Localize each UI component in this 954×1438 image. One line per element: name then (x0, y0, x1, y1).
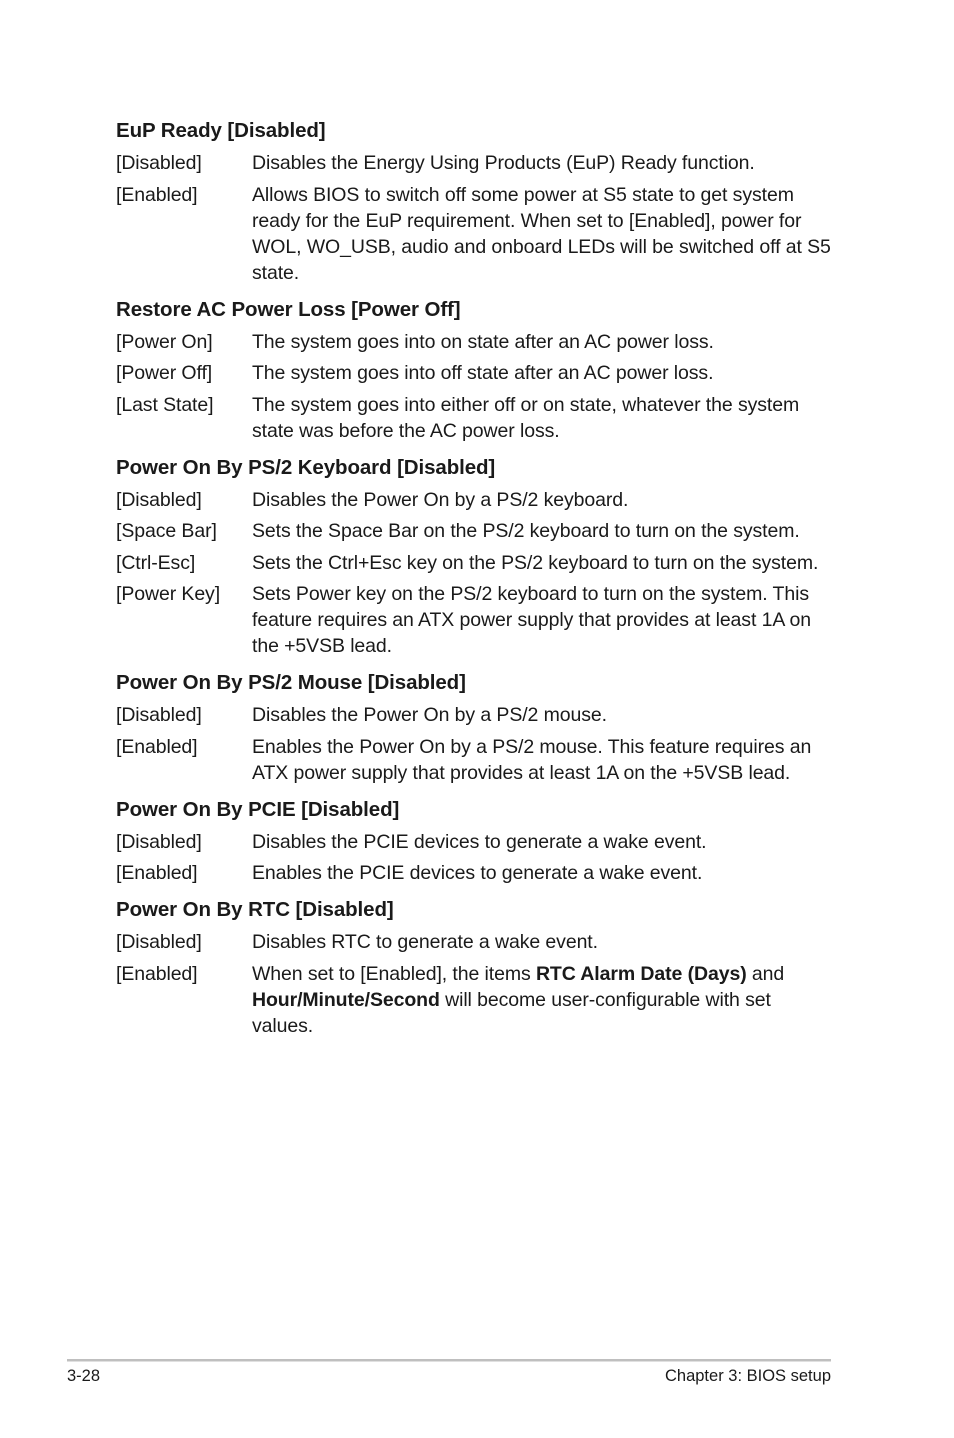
option-description: The system goes into on state after an AC power loss. (252, 330, 714, 353)
option-row (116, 392, 836, 444)
section-title: Power On By PS/2 Mouse [Disabled] (116, 671, 466, 694)
option-description: Disables the Power On by a PS/2 mouse. (252, 704, 607, 726)
section-title: Restore AC Power Loss [Power Off] (116, 297, 461, 321)
option-description: Sets the Ctrl+Esc key on the PS/2 keyboard to turn on the system. (252, 551, 819, 574)
option-name: [Enabled] (116, 735, 198, 758)
section-power-on-ps2-mouse (116, 669, 836, 786)
option-description: Disables the Energy Using Products (EuP) Ready function. (252, 152, 755, 174)
footer-divider (67, 1359, 831, 1362)
section-title: Power On By PCIE [Disabled] (116, 797, 400, 821)
option-name: [Disabled] (116, 931, 202, 953)
option-name: [Space Bar] (116, 520, 217, 542)
option-description: Sets the Space Bar on the PS/2 keyboard to turn on the system. (252, 520, 800, 542)
option-name: [Disabled] (116, 152, 202, 174)
option-row (116, 961, 836, 1039)
section-title: Power On By RTC [Disabled] (116, 898, 394, 921)
option-row (116, 487, 836, 513)
option-row (116, 329, 836, 355)
option-row (116, 360, 836, 386)
option-name: [Disabled] (116, 488, 202, 511)
option-name: [Ctrl-Esc] (116, 551, 196, 574)
option-row (116, 518, 836, 544)
description-text: and (746, 962, 785, 985)
option-description: Disables the Power On by a PS/2 keyboard. (252, 488, 629, 511)
option-row (116, 734, 836, 786)
option-name: [Power Off] (116, 362, 213, 384)
option-name: [Enabled] (116, 862, 198, 884)
description-bold-term: Hour/Minute/Second (252, 988, 440, 1011)
document-body (116, 117, 836, 1049)
option-name: [Power Key] (116, 583, 221, 605)
section-power-on-pcie (116, 796, 836, 887)
option-name: [Disabled] (116, 704, 202, 726)
option-row (116, 702, 836, 728)
option-description: Sets Power key on the PS/2 keyboard to turn on the system. This feature requires an ATX power supply that provides at least 1A on the +5VSB lead. (252, 583, 811, 657)
option-name: [Last State] (116, 393, 214, 416)
option-name: [Disabled] (116, 830, 202, 853)
option-row (116, 581, 836, 659)
description-text: When set to [Enabled], the items (252, 962, 536, 985)
section-title: EuP Ready [Disabled] (116, 119, 326, 142)
option-row (116, 860, 836, 886)
section-title: Power On By PS/2 Keyboard [Disabled] (116, 455, 496, 479)
description-text: will become user-configurable with set values. (252, 988, 771, 1037)
option-description: Enables the PCIE devices to generate a wake event. (252, 862, 703, 884)
option-name: [Enabled] (116, 183, 198, 206)
chapter-label: Chapter 3: BIOS setup (664, 1367, 831, 1385)
option-row (116, 929, 836, 955)
option-description: The system goes into off state after an AC power loss. (252, 362, 714, 384)
section-power-on-ps2-keyboard (116, 454, 836, 660)
option-name: [Enabled] (116, 962, 198, 985)
option-row (116, 550, 836, 576)
section-power-on-rtc (116, 896, 836, 1039)
section-eup-ready (116, 117, 836, 286)
page-number: 3-28 (67, 1367, 101, 1385)
description-bold-term: RTC Alarm Date (Days) (535, 962, 747, 985)
option-row (116, 829, 836, 855)
option-description (252, 961, 836, 1039)
option-description: Disables the PCIE devices to generate a wake event. (252, 830, 707, 853)
option-description: The system goes into either off or on state, whatever the system state was before the AC power loss. (252, 393, 800, 442)
option-row (116, 150, 836, 176)
option-description: Enables the Power On by a PS/2 mouse. This feature requires an ATX power supply that provides at least 1A on the +5VSB lead. (252, 735, 812, 784)
section-restore-ac-power-loss (116, 296, 836, 444)
option-description: Allows BIOS to switch off some power at S5 state to get system ready for the EuP requirement. When set to [Enabled], power for WOL, WO_USB, audio and onboard LEDs will be switched off at S5 state. (252, 183, 831, 284)
option-description: Disables RTC to generate a wake event. (252, 931, 598, 953)
option-row (116, 182, 836, 286)
option-name: [Power On] (116, 330, 213, 353)
